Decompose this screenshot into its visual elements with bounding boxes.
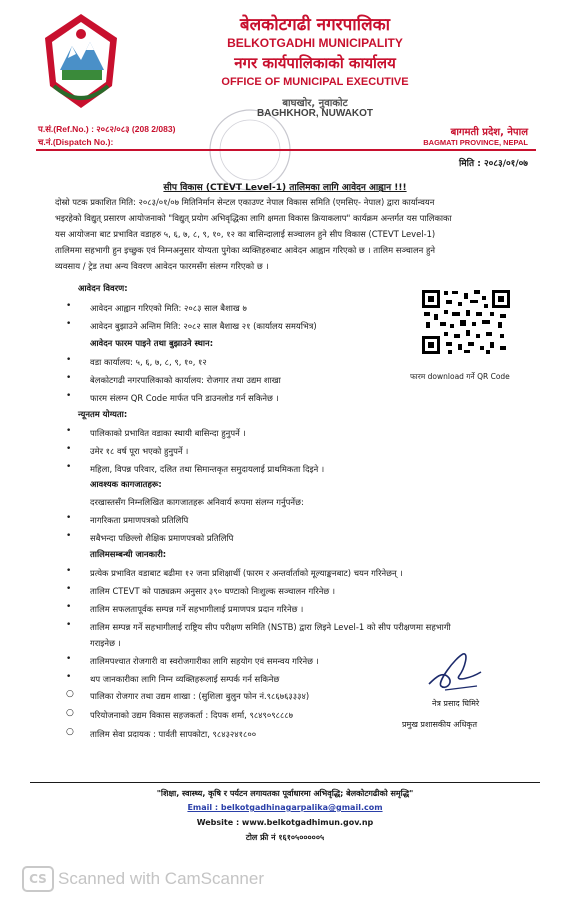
camscanner-logo-icon: CS bbox=[22, 866, 54, 892]
municipality-name-np: बेलकोटगढी नगरपालिका bbox=[239, 15, 391, 35]
training-heading: तालिमसम्बन्धी जानकारी: bbox=[90, 549, 167, 559]
office-name-en: OFFICE OF MUNICIPAL EXECUTIVE bbox=[221, 76, 409, 88]
list-item: पालिकाको प्रभावित वडाका स्थायी बासिन्दा हुनुपर्ने । bbox=[90, 428, 246, 438]
bullet-icon: • bbox=[66, 584, 72, 594]
letter-date: मिति : २०८३/०१/०७ bbox=[458, 159, 528, 169]
dispatch-number: च.नं.(Dispatch No.): bbox=[38, 137, 114, 147]
list-item: तालिम सफलतापूर्वक सम्पन्न गर्ने सहभागीलाई प्रमाणपत्र प्रदान गरिनेछ । bbox=[90, 604, 304, 614]
qualification-heading: न्यूनतम योग्यता: bbox=[78, 409, 128, 419]
footer-tollfree: टोल फ्री नं १६१०५०००००५ bbox=[245, 833, 325, 842]
list-item: वडा कार्यालय: ५, ६, ७, ८, ९, १०, १२ bbox=[90, 357, 207, 367]
bullet-icon: • bbox=[66, 620, 72, 630]
qr-caption: फारम download गर्ने QR Code bbox=[410, 372, 510, 381]
qr-code-icon[interactable] bbox=[420, 288, 512, 356]
bullet-icon: • bbox=[66, 319, 72, 329]
list-item: थप जानकारीका लागि निम्न व्यक्तिहरूलाई सम्पर्क गर्न सकिनेछ bbox=[90, 674, 280, 684]
application-subheading: आवेदन फारम पाइने तथा बुझाउने स्थान: bbox=[90, 338, 214, 348]
reference-number: प.सं.(Ref.No.) : २०८२/०८३ (208 2/083) bbox=[38, 124, 176, 134]
list-item: नागरिकता प्रमाणपत्रको प्रतिलिपि bbox=[90, 515, 189, 525]
footer-website[interactable]: Website : www.belkotgadhimun.gov.np bbox=[196, 818, 374, 827]
list-item: आवेदन आह्वान गरिएको मिति: २०८३ साल बैशाख ७ bbox=[90, 303, 247, 313]
footer-slogan: "शिक्षा, स्वास्थ्य, कृषि र पर्यटन लगायतका पूर्वाधारमा अभिवृद्धि; बेलकोटगढीको समृद्धि" bbox=[156, 789, 414, 798]
intro-line: यस आयोजना बाट प्रभावित वडाहरु ५, ६, ७, ८, ९, १०, १२ का बासिन्दालाई सञ्चालन हुने सीप विकास (CTEVT Level-1) bbox=[55, 229, 436, 239]
province-en: BAGMATI PROVINCE, NEPAL bbox=[423, 138, 528, 147]
contact-item: तालिम सेवा प्रदायक : पार्वती सापकोटा, ९८४३२४१८०० bbox=[90, 729, 257, 739]
list-item: उमेर १८ वर्ष पूरा भएको हुनुपर्ने । bbox=[90, 446, 189, 456]
bullet-icon: • bbox=[66, 373, 72, 383]
bullet-icon: • bbox=[66, 672, 72, 682]
bullet-icon: • bbox=[66, 654, 72, 664]
application-heading: आवेदन विवरण: bbox=[78, 283, 128, 293]
list-item: फारम संलग्न QR Code मार्फत पनि डाउनलोड गर्न सकिनेछ । bbox=[90, 393, 279, 403]
bullet-icon: • bbox=[66, 391, 72, 401]
circle-bullet-icon: ○ bbox=[66, 689, 74, 699]
intro-paragraph bbox=[55, 194, 527, 274]
bullet-icon: • bbox=[66, 531, 72, 541]
signatory-name: नेत्र प्रसाद घिमिरे bbox=[432, 699, 480, 708]
bullet-icon: • bbox=[66, 462, 72, 472]
signatory-title: प्रमुख प्रशासकीय अधिकृत bbox=[402, 720, 478, 729]
bullet-icon: • bbox=[66, 566, 72, 576]
letter-subject: सीप विकास (CTEVT Level-1) तालिमका लागि आवेदन आह्वान !!! bbox=[163, 183, 407, 193]
address-en: BAGHKHOR, NUWAKOT bbox=[256, 108, 374, 119]
bullet-icon: • bbox=[66, 602, 72, 612]
intro-line: भइरहेको विद्युत् प्रसारण आयोजनाको "विद्युत् प्रयोग अभिवृद्धिका लागि क्षमता विकास क्रियाकलाप" कार्यक्रम अन्तर्गत यस पालिकाका bbox=[55, 213, 452, 223]
intro-line: व्यवसाय / ट्रेड तथा अन्य विवरण आवेदन फारमसँग संलग्न गरिएको छ । bbox=[55, 261, 269, 271]
contact-item: पालिका रोजगार तथा उद्यम शाखा : (सुशिला बुलुन फोन नं.९८६७६३३३४) bbox=[90, 691, 310, 701]
bullet-icon: • bbox=[66, 355, 72, 365]
intro-line: दोस्रो पटक प्रकाशित मिति: २०८३/०१/०७ मितिनिर्मान सेन्टल एकाउण्ट नेपाल विकास समिति (एमसिए- नेपाल) द्वारा कार्यान्वयन bbox=[55, 197, 435, 207]
list-item: प्रत्येक प्रभावित वडाबाट बढीमा १२ जना प्रशिक्षार्थी (फारम र अन्तर्वार्ताको मूल्याङ्कनबाट) चयन गरिनेछन् । bbox=[90, 568, 403, 578]
province-np: बागमती प्रदेश, नेपाल bbox=[450, 127, 528, 138]
circle-bullet-icon: ○ bbox=[66, 708, 74, 718]
list-item: तालिम सम्पन्न गर्ने सहभागीलाई राष्ट्रिय सीप परीक्षण समिति (NSTB) द्वारा लिइने Level-1 को सीप परीक्षणमा सहभागी bbox=[90, 622, 451, 632]
header-divider bbox=[36, 149, 536, 151]
footer-divider bbox=[30, 782, 540, 783]
camscanner-watermark: Scanned with CamScanner bbox=[58, 869, 265, 888]
bullet-icon: • bbox=[66, 301, 72, 311]
list-item-continued: गराइनेछ । bbox=[90, 638, 121, 648]
list-item: महिला, विपन्न परिवार, दलित तथा सिमान्तकृत समुदायलाई प्राथमिकता दिइने । bbox=[90, 464, 325, 474]
documents-heading: आवश्यक कागजातहरू: bbox=[90, 479, 162, 489]
list-item: बेलकोटगढी नगरपालिकाको कार्यालय: रोजगार तथा उद्यम शाखा bbox=[90, 375, 281, 385]
documents-note: दरखास्तसँग निम्नलिखित कागजातहरू अनिवार्य रूपमा संलग्न गर्नुपर्नेछ: bbox=[90, 497, 304, 507]
signature-icon bbox=[425, 648, 485, 696]
contact-item: परियोजनाको उद्यम विकास सहजकर्ता : दिपक शर्मा, ९८४९०९८८८७ bbox=[90, 710, 294, 720]
intro-line: तालिममा सहभागी हुन इच्छुक एवं निम्नअनुसार योग्यता पुगेका व्यक्तिहरुबाट आवेदन आह्वान गरिएको छ । तालिम सञ्चालन हुने bbox=[55, 245, 436, 255]
list-item: सबैभन्दा पछिल्लो शैक्षिक प्रमाणपत्रको प्रतिलिपि bbox=[90, 533, 234, 543]
circle-bullet-icon: ○ bbox=[66, 727, 74, 737]
municipality-name-en: BELKOTGADHI MUNICIPALITY bbox=[227, 36, 403, 50]
list-item: तालिमपश्चात रोजगारी वा स्वरोजगारीका लागि सहयोग एवं समन्वय गरिनेछ । bbox=[90, 656, 319, 666]
list-item: तालिम CTEVT को पाठ्यक्रम अनुसार ३९० घण्टाको निःशुल्क सञ्चालन गरिनेछ । bbox=[90, 586, 336, 596]
office-name-np: नगर कार्यपालिकाको कार्यालय bbox=[234, 54, 396, 72]
address-np: बाघखोर, नुवाकोट bbox=[282, 98, 348, 109]
list-item: आवेदन बुझाउने अन्तिम मिति: २०८२ साल बैशाख २१ (कार्यालय समयभित्र) bbox=[90, 321, 317, 331]
bullet-icon: • bbox=[66, 513, 72, 523]
footer-email-link[interactable]: Email : belkotgadhinagarpalika@gmail.com bbox=[187, 803, 383, 812]
bullet-icon: • bbox=[66, 444, 72, 454]
bullet-icon: • bbox=[66, 426, 72, 436]
